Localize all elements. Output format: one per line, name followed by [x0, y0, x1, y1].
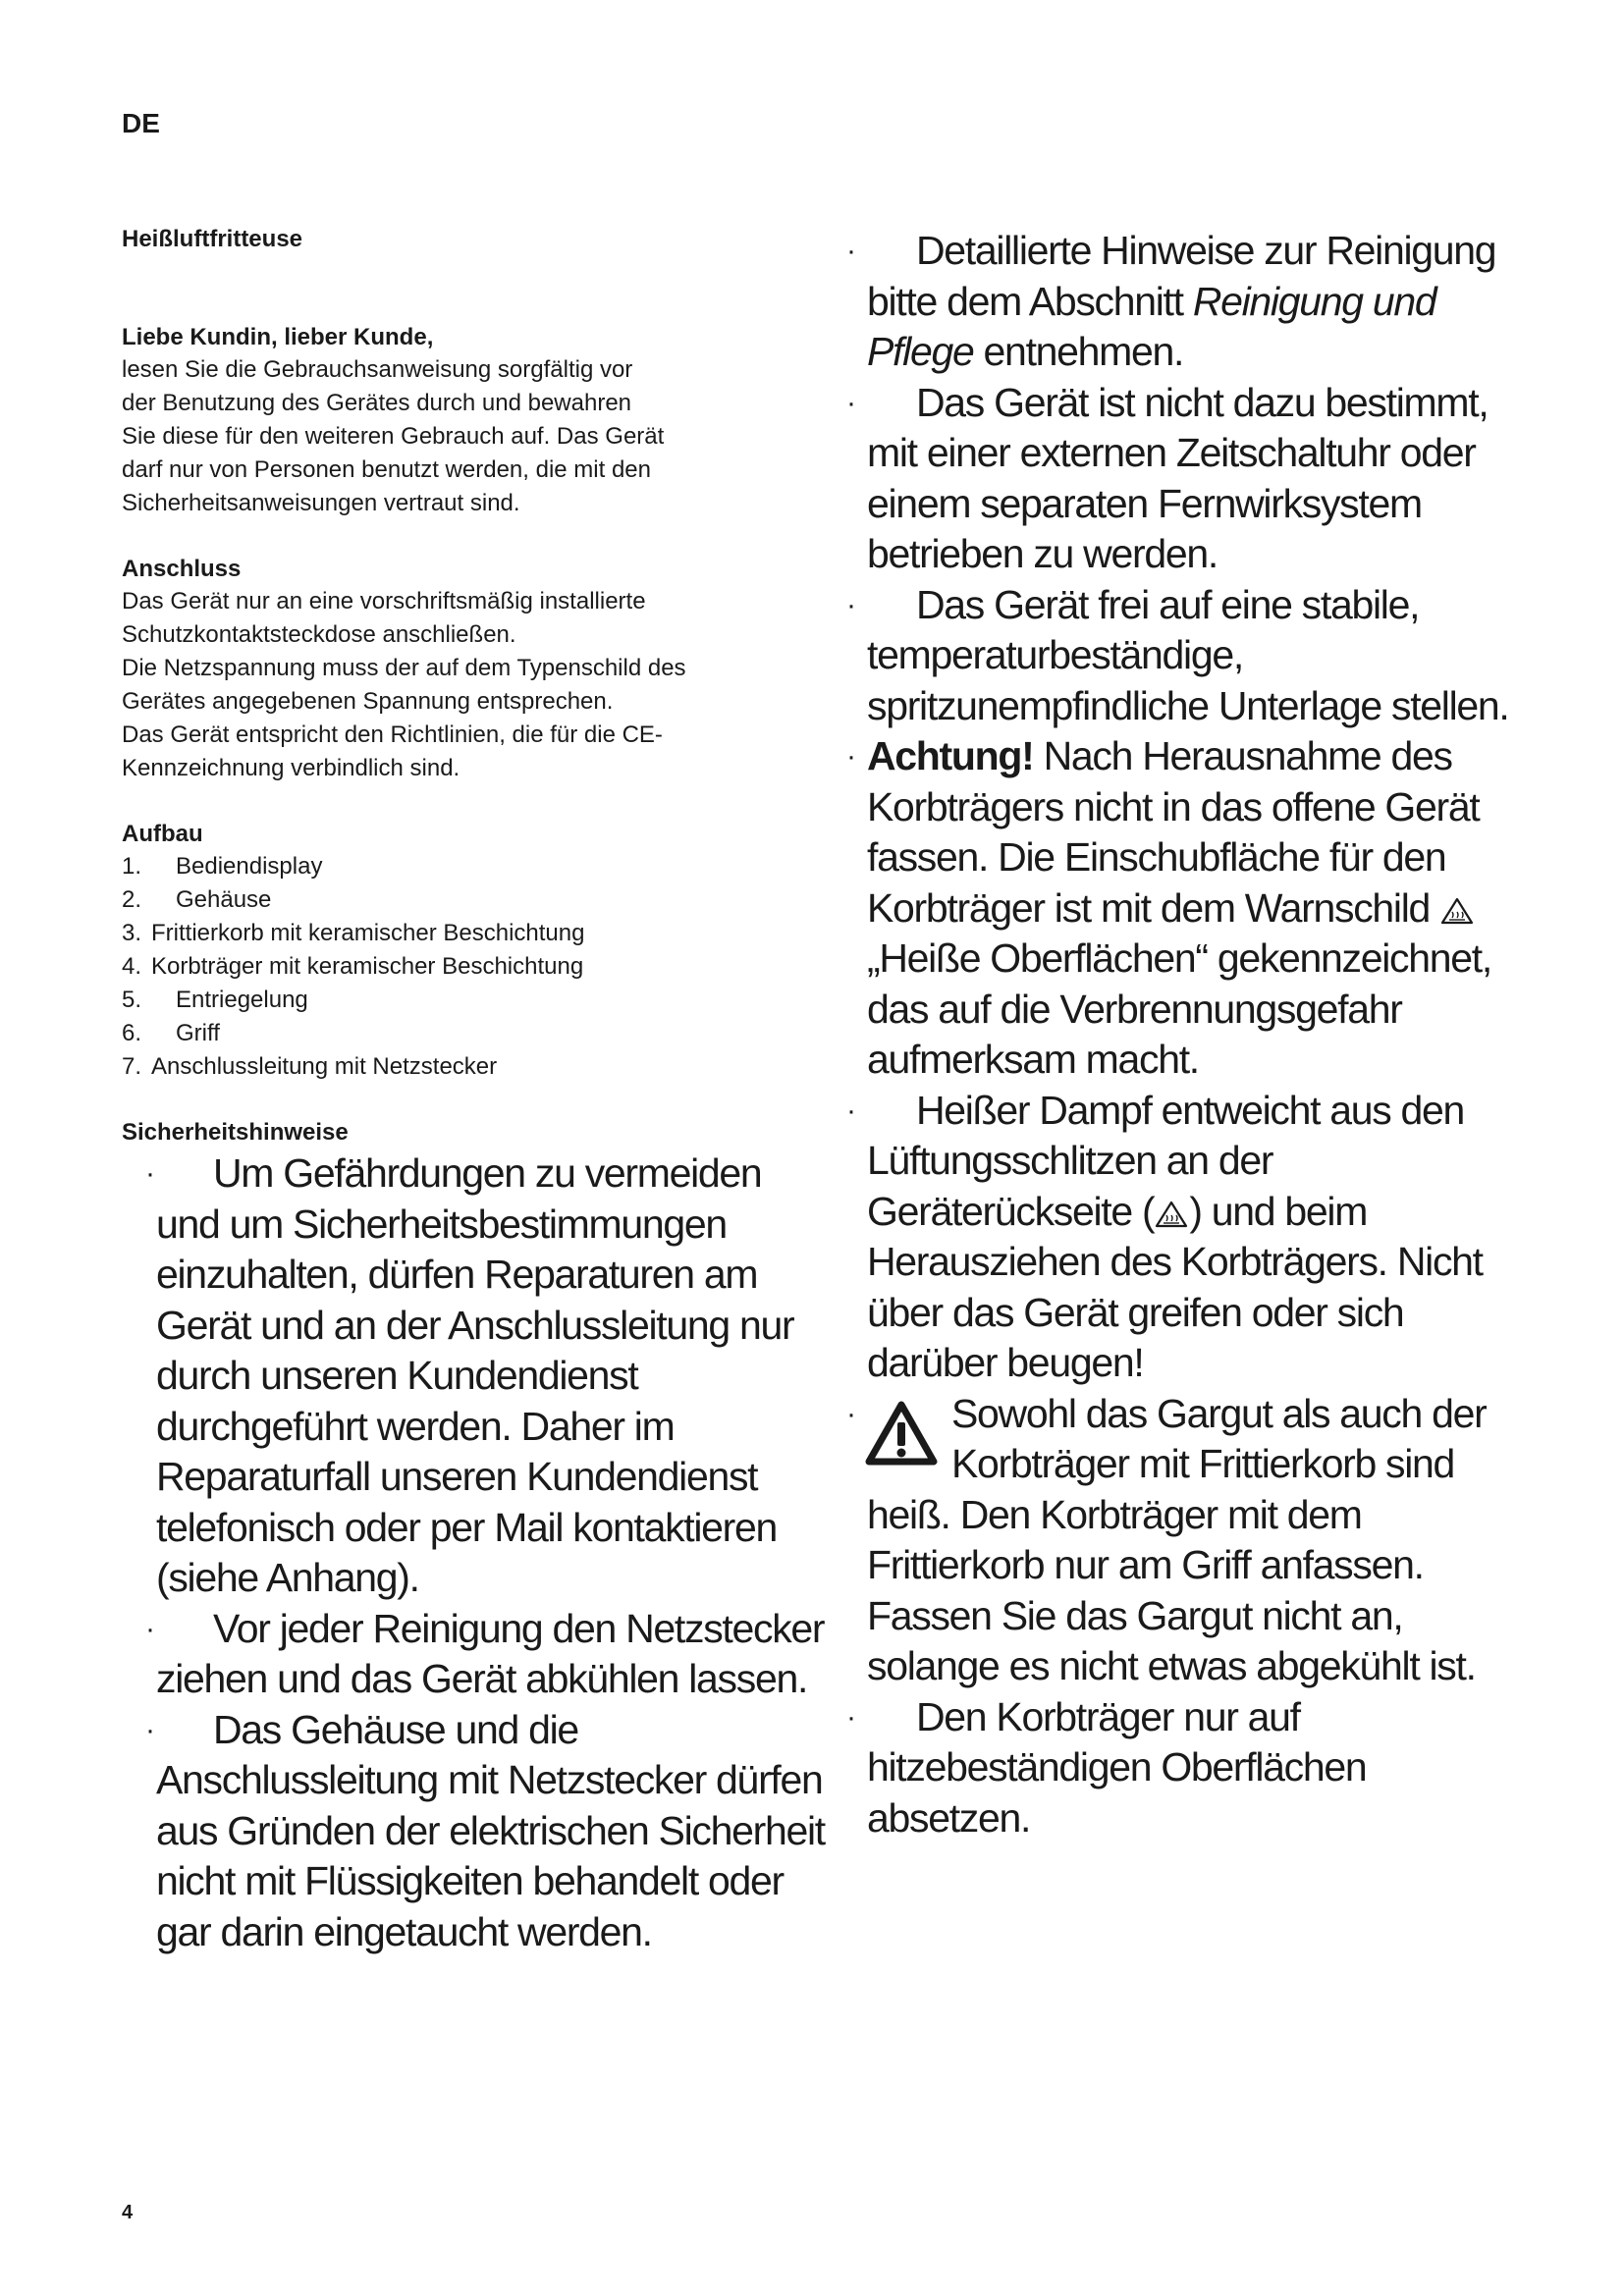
bullet: ·	[145, 1612, 154, 1645]
item-text: Anschlussleitung mit Netzstecker	[151, 1053, 498, 1080]
item-number: 3.	[122, 920, 142, 946]
intro-line: der Benutzung des Gerätes durch und bewahren	[122, 390, 632, 416]
safety-item-text: Detaillierte Hinweise zur Reinigung bitte dem Abschnitt	[867, 228, 1496, 324]
safety-item-text: entnehmen.	[973, 329, 1184, 374]
bullet: ·	[846, 235, 855, 267]
item-text: Entriegelung	[176, 987, 308, 1013]
bullet: ·	[846, 386, 855, 419]
bullet: ·	[846, 740, 855, 773]
left-column	[122, 224, 829, 1957]
anschluss-line: Das Gerät entspricht den Richtlinien, die für die CE-	[122, 721, 663, 748]
safety-item	[122, 1148, 829, 1604]
safety-item-place	[844, 1692, 1532, 1844]
anschluss-line: Das Gerät nur an eine vorschriftsmäßig installierte	[122, 588, 646, 614]
safety-item-text: Vor jeder Reinigung den Netzstecker ziehen und das Gerät abkühlen lassen.	[156, 1605, 825, 1701]
list-item	[122, 984, 829, 1017]
safety-item-text: Das Gerät ist nicht dazu bestimmt, mit einer externen Zeitschaltuhr oder einem separaten Fernwirksystem betrieben zu werden.	[867, 379, 1489, 576]
safety-list-right	[844, 226, 1532, 1843]
safety-item-text: Das Gerät frei auf eine stabile, temperaturbeständige, spritzunempfindliche Unterlage stellen.	[867, 581, 1509, 728]
list-item	[122, 850, 829, 883]
document-title: Heißluftfritteuse	[122, 226, 303, 252]
intro-line: lesen Sie die Gebrauchsanweisung sorgfältig vor	[122, 356, 633, 383]
safety-item-text: Sowohl das Gargut als auch der Korbträger mit Frittierkorb sind heiß. Den Korbträger mit dem Frittierkorb nur am Griff anfassen. Fassen Sie das Gargut nicht an, solange es nicht etwas abgekühlt ist.	[867, 1390, 1487, 1688]
safety-heading: Sicherheitshinweise	[122, 1119, 349, 1146]
bullet: ·	[846, 1700, 855, 1734]
list-item	[122, 883, 829, 917]
intro-line: Sicherheitsanweisungen vertraut sind.	[122, 490, 520, 516]
anschluss-line: Die Netzspannung muss der auf dem Typenschild des	[122, 655, 686, 681]
item-text: Griff	[176, 1020, 220, 1046]
safety-item-text: Heißer Dampf entweicht aus den Lüftungsschlitzen an der Geräterückseite (	[867, 1087, 1465, 1234]
item-number: 1.	[122, 853, 142, 880]
safety-item	[122, 1705, 829, 1958]
item-number: 2.	[122, 886, 142, 913]
hot-surface-warning-icon	[1154, 1191, 1189, 1220]
right-column	[844, 226, 1532, 1843]
safety-item-attention	[844, 731, 1532, 1086]
hot-surface-warning-icon	[1439, 887, 1475, 917]
list-item	[122, 1050, 829, 1084]
item-text: Gehäuse	[176, 886, 272, 913]
anschluss-section	[122, 554, 829, 785]
item-number: 7.	[122, 1053, 142, 1080]
bullet: ·	[846, 588, 855, 621]
safety-item-text: Nach Herausnahme des Korbträgers nicht in das offene Gerät fassen. Die Einschubfläche für den Korbträger ist mit dem Warnschild	[867, 733, 1480, 931]
aufbau-list	[122, 850, 829, 1084]
item-text: Frittierkorb mit keramischer Beschichtung	[151, 920, 585, 946]
item-number: 5.	[122, 987, 142, 1013]
safety-item-surface	[844, 580, 1532, 732]
anschluss-heading: Anschluss	[122, 556, 242, 582]
item-number: 6.	[122, 1020, 142, 1046]
safety-item-steam	[844, 1086, 1532, 1389]
item-number: 4.	[122, 953, 142, 980]
intro-section	[122, 322, 829, 520]
safety-item-text: Das Gehäuse und die Anschlussleitung mit Netzstecker dürfen aus Gründen der elektrischen Sicherheit nicht mit Flüssigkeiten behandelt oder gar darin eingetaucht werden.	[156, 1706, 825, 1954]
section-reference: Reinigung und Pflege	[867, 278, 1436, 374]
safety-item-hot	[844, 1389, 1532, 1692]
item-text: Korbträger mit keramischer Beschichtung	[151, 953, 584, 980]
safety-item-cleaning	[844, 226, 1532, 378]
list-item	[122, 1017, 829, 1050]
intro-line: Sie diese für den weiteren Gebrauch auf. Das Gerät	[122, 423, 665, 450]
safety-item-text: Den Korbträger nur auf hitzebeständigen Oberflächen absetzen.	[867, 1693, 1367, 1841]
aufbau-section	[122, 819, 829, 1084]
safety-item	[122, 1604, 829, 1705]
safety-item-text: Um Gefährdungen zu vermeiden und um Sicherheitsbestimmungen einzuhalten, dürfen Reparaturen am Gerät und an der Anschlussleitung nur durch unseren Kundendienst durchgeführt werden. Daher im Reparaturfall unseren Kundendienst telefonisch oder per Mail kontaktieren (siehe Anhang).	[156, 1150, 794, 1600]
safety-section	[122, 1117, 829, 1957]
anschluss-line: Schutzkontaktsteckdose anschließen.	[122, 621, 516, 648]
safety-item-timer	[844, 378, 1532, 580]
anschluss-line: Kennzeichnung verbindlich sind.	[122, 755, 460, 781]
aufbau-heading: Aufbau	[122, 821, 203, 847]
bullet: ·	[145, 1713, 154, 1746]
list-item	[122, 917, 829, 950]
list-item	[122, 950, 829, 984]
safety-item-text: „Heiße Oberflächen“ gekennzeichnet, das auf die Verbrennungsgefahr aufmerksam macht.	[867, 935, 1491, 1082]
page-language-label: DE	[122, 108, 160, 138]
warning-triangle-icon	[865, 1401, 942, 1471]
bullet: ·	[145, 1157, 154, 1190]
bullet: ·	[846, 1094, 855, 1127]
anschluss-line: Gerätes angegebenen Spannung entsprechen.	[122, 688, 614, 715]
safety-list-left	[122, 1148, 829, 1957]
safety-item-text: ) und beim Herausziehen des Korbträgers. Nicht über das Gerät greifen oder sich darüber beugen!	[867, 1188, 1483, 1385]
attention-label: Achtung!	[867, 733, 1034, 778]
item-text: Bediendisplay	[176, 853, 323, 880]
bullet: ·	[846, 1397, 855, 1430]
salutation: Liebe Kundin, lieber Kunde,	[122, 324, 434, 350]
intro-line: darf nur von Personen benutzt werden, die mit den	[122, 456, 651, 483]
page-number: 4	[122, 2202, 134, 2223]
